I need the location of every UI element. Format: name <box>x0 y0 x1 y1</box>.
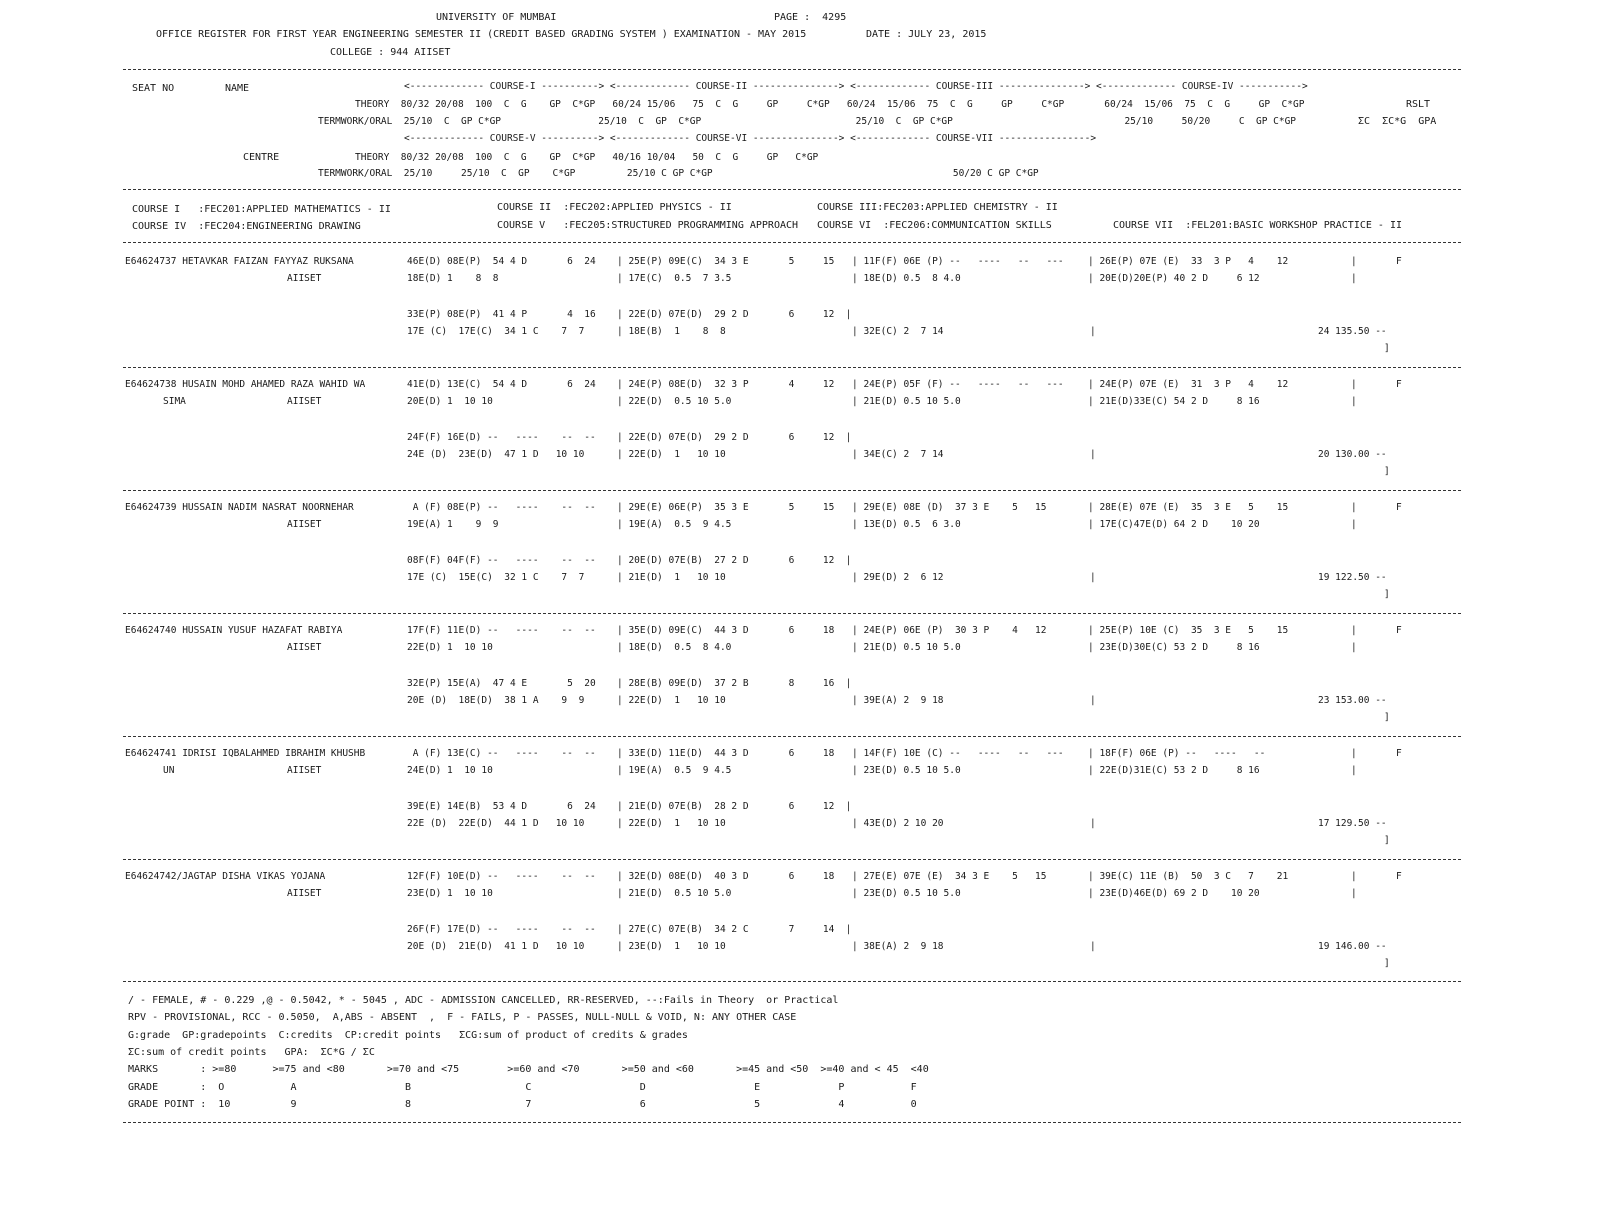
credits-total: 23 153.00 -- <box>1318 695 1387 706</box>
centre-code: AIISET <box>287 519 322 530</box>
result-status: F <box>1396 625 1402 636</box>
course-1-termwork: 18E(D) 1 8 8 <box>407 273 499 284</box>
centre-code: AIISET <box>287 396 322 407</box>
legend-line-3: G:grade GP:gradepoints C:credits CP:credit points ΣCG:sum of product of credits & grades <box>128 1030 688 1041</box>
course-3-termwork: | 18E(D) 0.5 8 4.0 <box>852 273 961 284</box>
total-bar: | <box>1090 449 1096 460</box>
seat-name: E64624739 HUSSAIN NADIM NASRAT NOORNEHAR <box>125 502 354 513</box>
centre-code: AIISET <box>287 888 322 899</box>
course-3-theory: | 14F(F) 10E (C) -- ---- -- --- <box>852 748 1064 759</box>
legend-line-2: RPV - PROVISIONAL, RCC - 0.5050, A,ABS - ABSENT , F - FAILS, P - PASSES, NULL-NULL & VOID, N: ANY OTHER CASE <box>128 1012 797 1023</box>
centre-code: AIISET <box>287 642 322 653</box>
course-header-line-b: <------------- COURSE-V ----------> <------------- COURSE-VI ---------------> <------------- COURSE-VII ----------------> <box>404 133 1097 144</box>
centre-header: CENTRE <box>243 152 280 163</box>
theory-header-2: THEORY 80/32 20/08 100 C G GP C*GP 40/16 10/04 50 C G GP C*GP <box>355 152 819 163</box>
course-5-theory: 39E(E) 14E(B) 53 4 D 6 24 <box>407 801 596 812</box>
page-number: PAGE : 4295 <box>774 12 847 23</box>
course-6-termwork: | 23E(D) 1 10 10 <box>617 941 726 952</box>
seat-name: E64624737 HETAVKAR FAIZAN FAYYAZ RUKSANA <box>125 256 354 267</box>
gpa-header: ΣC ΣC*G GPA <box>1358 116 1437 127</box>
seat-name: E64624740 HUSSAIN YUSUF HAZAFAT RABIYA <box>125 625 343 636</box>
result-bar-2: | <box>1351 273 1357 284</box>
centre-code: AIISET <box>287 765 322 776</box>
course-5-termwork: 17E (C) 15E(C) 32 1 C 7 7 <box>407 572 585 583</box>
result-bar: | <box>1351 748 1357 759</box>
course-7-termwork: | 43E(D) 2 10 20 <box>852 818 944 829</box>
course-3-theory: | 11F(F) 06E (P) -- ---- -- --- <box>852 256 1064 267</box>
course-6-theory: | 21E(D) 07E(B) 28 2 D 6 12 | <box>617 801 852 812</box>
result-status: F <box>1396 502 1402 513</box>
result-bar-2: | <box>1351 642 1357 653</box>
legend-line-4: ΣC:sum of credit points GPA: ΣC*G / ΣC <box>128 1047 375 1058</box>
row-close: ] <box>1384 712 1390 723</box>
name-continuation: UN <box>163 765 175 776</box>
course-3-theory: | 24E(P) 05F (F) -- ---- -- --- <box>852 379 1064 390</box>
termwork-header-2: TERMWORK/ORAL 25/10 25/10 C GP C*GP 25/10 C GP C*GP 50/20 C GP C*GP <box>318 168 1039 179</box>
course-5-theory: 32E(P) 15E(A) 47 4 E 5 20 <box>407 678 596 689</box>
record-divider <box>123 736 1461 737</box>
course-4-termwork: | 22E(D)31E(C) 53 2 D 8 16 <box>1088 765 1260 776</box>
course-1-theory: A (F) 13E(C) -- ---- -- -- <box>407 748 596 759</box>
record-divider <box>123 490 1461 491</box>
row-close: ] <box>1384 958 1390 969</box>
result-bar: | <box>1351 256 1357 267</box>
result-bar: | <box>1351 625 1357 636</box>
row-close: ] <box>1384 835 1390 846</box>
result-status: F <box>1396 748 1402 759</box>
course-7-termwork: | 29E(D) 2 6 12 <box>852 572 944 583</box>
row-close: ] <box>1384 589 1390 600</box>
course-4-termwork: | 23E(D)46E(D) 69 2 D 10 20 <box>1088 888 1260 899</box>
course-3-termwork: | 21E(D) 0.5 10 5.0 <box>852 642 961 653</box>
course-4-termwork: | 17E(C)47E(D) 64 2 D 10 20 <box>1088 519 1260 530</box>
course-5-termwork: 20E (D) 18E(D) 38 1 A 9 9 <box>407 695 585 706</box>
course-1-theory: 41E(D) 13E(C) 54 4 D 6 24 <box>407 379 596 390</box>
record-divider <box>123 613 1461 614</box>
result-status: F <box>1396 379 1402 390</box>
course-5-termwork: 24E (D) 23E(D) 47 1 D 10 10 <box>407 449 585 460</box>
total-bar: | <box>1090 941 1096 952</box>
course-2-desc: COURSE II :FEC202:APPLIED PHYSICS - II <box>497 202 732 213</box>
result-status: F <box>1396 256 1402 267</box>
course-6-theory: | 28E(B) 09E(D) 37 2 B 8 16 | <box>617 678 852 689</box>
centre-code: AIISET <box>287 273 322 284</box>
course-2-termwork: | 19E(A) 0.5 9 4.5 <box>617 765 732 776</box>
course-1-theory: A (F) 08E(P) -- ---- -- -- <box>407 502 596 513</box>
total-bar: | <box>1090 818 1096 829</box>
course-6-theory: | 20E(D) 07E(B) 27 2 D 6 12 | <box>617 555 852 566</box>
record-divider <box>123 367 1461 368</box>
course-4-theory: | 39E(C) 11E (B) 50 3 C 7 21 <box>1088 871 1289 882</box>
course-2-theory: | 35E(D) 09E(C) 44 3 D 6 18 <box>617 625 835 636</box>
course-3-theory: | 27E(E) 07E (E) 34 3 E 5 15 <box>852 871 1047 882</box>
course-4-theory: | 25E(P) 10E (C) 35 3 E 5 15 <box>1088 625 1289 636</box>
course-1-theory: 17F(F) 11E(D) -- ---- -- -- <box>407 625 596 636</box>
course-2-theory: | 25E(P) 09E(C) 34 3 E 5 15 <box>617 256 835 267</box>
course-3-theory: | 29E(E) 08E (D) 37 3 E 5 15 <box>852 502 1047 513</box>
row-close: ] <box>1384 466 1390 477</box>
course-2-theory: | 33E(D) 11E(D) 44 3 D 6 18 <box>617 748 835 759</box>
column-divider <box>123 189 1461 190</box>
course-1-theory: 12F(F) 10E(D) -- ---- -- -- <box>407 871 596 882</box>
course-5-termwork: 17E (C) 17E(C) 34 1 C 7 7 <box>407 326 585 337</box>
footer-divider <box>123 1122 1461 1123</box>
seat-name: E64624742/JAGTAP DISHA VIKAS YOJANA <box>125 871 326 882</box>
course-5-desc: COURSE V :FEC205:STRUCTURED PROGRAMMING APPROACH <box>497 220 799 231</box>
course-1-termwork: 20E(D) 1 10 10 <box>407 396 493 407</box>
name-continuation: SIMA <box>163 396 186 407</box>
course-1-desc: COURSE I :FEC201:APPLIED MATHEMATICS - II <box>132 204 391 215</box>
course-1-termwork: 19E(A) 1 9 9 <box>407 519 499 530</box>
course-4-desc: COURSE IV :FEC204:ENGINEERING DRAWING <box>132 221 361 232</box>
theory-header-1: THEORY 80/32 20/08 100 C G GP C*GP 60/24 15/06 75 C G GP C*GP 60/24 15/06 75 C G GP C*GP 60/24 15/06 75 C G GP C*GP <box>355 99 1305 110</box>
result-bar: | <box>1351 379 1357 390</box>
course-2-termwork: | 19E(A) 0.5 9 4.5 <box>617 519 732 530</box>
course-6-theory: | 22E(D) 07E(D) 29 2 D 6 12 | <box>617 309 852 320</box>
course-6-termwork: | 22E(D) 1 10 10 <box>617 695 726 706</box>
name-header: NAME <box>225 83 250 94</box>
course-5-theory: 26F(F) 17E(D) -- ---- -- -- <box>407 924 596 935</box>
result-bar-2: | <box>1351 765 1357 776</box>
course-4-theory: | 28E(E) 07E (E) 35 3 E 5 15 <box>1088 502 1289 513</box>
course-5-theory: 24F(F) 16E(D) -- ---- -- -- <box>407 432 596 443</box>
course-6-termwork: | 18E(B) 1 8 8 <box>617 326 726 337</box>
seat-name: E64624738 HUSAIN MOHD AHAMED RAZA WAHID WA <box>125 379 366 390</box>
course-4-termwork: | 20E(D)20E(P) 40 2 D 6 12 <box>1088 273 1260 284</box>
seat-name: E64624741 IDRISI IQBALAHMED IBRAHIM KHUSHB <box>125 748 366 759</box>
course-4-theory: | 18F(F) 06E (P) -- ---- -- <box>1088 748 1266 759</box>
result-status: F <box>1396 871 1402 882</box>
course-2-theory: | 32E(D) 08E(D) 40 3 D 6 18 <box>617 871 835 882</box>
course-2-termwork: | 18E(D) 0.5 8 4.0 <box>617 642 732 653</box>
course-4-theory: | 24E(P) 07E (E) 31 3 P 4 12 <box>1088 379 1289 390</box>
course-7-desc: COURSE VII :FEL201:BASIC WORKSHOP PRACTICE - II <box>1113 220 1402 231</box>
course-4-termwork: | 21E(D)33E(C) 54 2 D 8 16 <box>1088 396 1260 407</box>
row-close: ] <box>1384 343 1390 354</box>
total-bar: | <box>1090 695 1096 706</box>
course-2-termwork: | 21E(D) 0.5 10 5.0 <box>617 888 732 899</box>
result-bar: | <box>1351 502 1357 513</box>
course-6-desc: COURSE VI :FEC206:COMMUNICATION SKILLS <box>817 220 1052 231</box>
record-divider <box>123 859 1461 860</box>
result-bar: | <box>1351 871 1357 882</box>
course-2-theory: | 24E(P) 08E(D) 32 3 P 4 12 <box>617 379 835 390</box>
course-3-termwork: | 23E(D) 0.5 10 5.0 <box>852 888 961 899</box>
course-3-termwork: | 23E(D) 0.5 10 5.0 <box>852 765 961 776</box>
course-6-termwork: | 22E(D) 1 10 10 <box>617 818 726 829</box>
grade-marks-row: MARKS : >=80 >=75 and <80 >=70 and <75 >=60 and <70 >=50 and <60 >=45 and <50 >=40 and < 45 <40 <box>128 1064 929 1075</box>
result-bar-2: | <box>1351 888 1357 899</box>
course-3-desc: COURSE III:FEC203:APPLIED CHEMISTRY - II <box>817 202 1058 213</box>
course-2-termwork: | 17E(C) 0.5 7 3.5 <box>617 273 732 284</box>
course-7-termwork: | 38E(A) 2 9 18 <box>852 941 944 952</box>
total-bar: | <box>1090 572 1096 583</box>
termwork-header-1: TERMWORK/ORAL 25/10 C GP C*GP 25/10 C GP C*GP 25/10 C GP C*GP 25/10 50/20 C GP C*GP <box>318 116 1297 127</box>
grade-point-row: GRADE POINT : 10 9 8 7 6 5 4 0 <box>128 1099 917 1110</box>
course-divider <box>123 242 1461 243</box>
register-title: OFFICE REGISTER FOR FIRST YEAR ENGINEERING SEMESTER II (CREDIT BASED GRADING SYSTEM ) EXAMINATION - MAY 2015 <box>156 29 807 40</box>
course-1-termwork: 22E(D) 1 10 10 <box>407 642 493 653</box>
course-6-theory: | 22E(D) 07E(D) 29 2 D 6 12 | <box>617 432 852 443</box>
credits-total: 19 122.50 -- <box>1318 572 1387 583</box>
credits-total: 20 130.00 -- <box>1318 449 1387 460</box>
legend-line-1: / - FEMALE, # - 0.229 ,@ - 0.5042, * - 5045 , ADC - ADMISSION CANCELLED, RR-RESERVED, --:Fails in Theory or Practical <box>128 995 839 1006</box>
records-end-divider <box>123 981 1461 982</box>
course-2-termwork: | 22E(D) 0.5 10 5.0 <box>617 396 732 407</box>
course-6-termwork: | 21E(D) 1 10 10 <box>617 572 726 583</box>
course-5-termwork: 22E (D) 22E(D) 44 1 D 10 10 <box>407 818 585 829</box>
course-6-theory: | 27E(C) 07E(B) 34 2 C 7 14 | <box>617 924 852 935</box>
university-name: UNIVERSITY OF MUMBAI <box>436 12 557 23</box>
course-1-termwork: 23E(D) 1 10 10 <box>407 888 493 899</box>
credits-total: 24 135.50 -- <box>1318 326 1387 337</box>
course-4-theory: | 26E(P) 07E (E) 33 3 P 4 12 <box>1088 256 1289 267</box>
credits-total: 17 129.50 -- <box>1318 818 1387 829</box>
course-5-theory: 08F(F) 04F(F) -- ---- -- -- <box>407 555 596 566</box>
course-4-termwork: | 23E(D)30E(C) 53 2 D 8 16 <box>1088 642 1260 653</box>
course-3-termwork: | 21E(D) 0.5 10 5.0 <box>852 396 961 407</box>
total-bar: | <box>1090 326 1096 337</box>
course-5-theory: 33E(P) 08E(P) 41 4 P 4 16 <box>407 309 596 320</box>
course-6-termwork: | 22E(D) 1 10 10 <box>617 449 726 460</box>
header-divider <box>123 69 1461 70</box>
course-1-theory: 46E(D) 08E(P) 54 4 D 6 24 <box>407 256 596 267</box>
course-2-theory: | 29E(E) 06E(P) 35 3 E 5 15 <box>617 502 835 513</box>
grade-letter-row: GRADE : O A B C D E P F <box>128 1082 917 1093</box>
result-bar-2: | <box>1351 396 1357 407</box>
course-header-line-a: <------------- COURSE-I ----------> <------------- COURSE-II ---------------> <------------- COURSE-III ---------------> <------------- COURSE-IV -----------> <box>404 81 1308 92</box>
course-7-termwork: | 39E(A) 2 9 18 <box>852 695 944 706</box>
course-7-termwork: | 32E(C) 2 7 14 <box>852 326 944 337</box>
result-bar-2: | <box>1351 519 1357 530</box>
result-header: RSLT <box>1406 99 1431 110</box>
course-5-termwork: 20E (D) 21E(D) 41 1 D 10 10 <box>407 941 585 952</box>
course-7-termwork: | 34E(C) 2 7 14 <box>852 449 944 460</box>
course-3-termwork: | 13E(D) 0.5 6 3.0 <box>852 519 961 530</box>
course-3-theory: | 24E(P) 06E (P) 30 3 P 4 12 <box>852 625 1047 636</box>
course-1-termwork: 24E(D) 1 10 10 <box>407 765 493 776</box>
report-date: DATE : JULY 23, 2015 <box>866 29 987 40</box>
seat-no-header: SEAT NO <box>132 83 175 94</box>
college-name: COLLEGE : 944 AIISET <box>330 47 451 58</box>
credits-total: 19 146.00 -- <box>1318 941 1387 952</box>
